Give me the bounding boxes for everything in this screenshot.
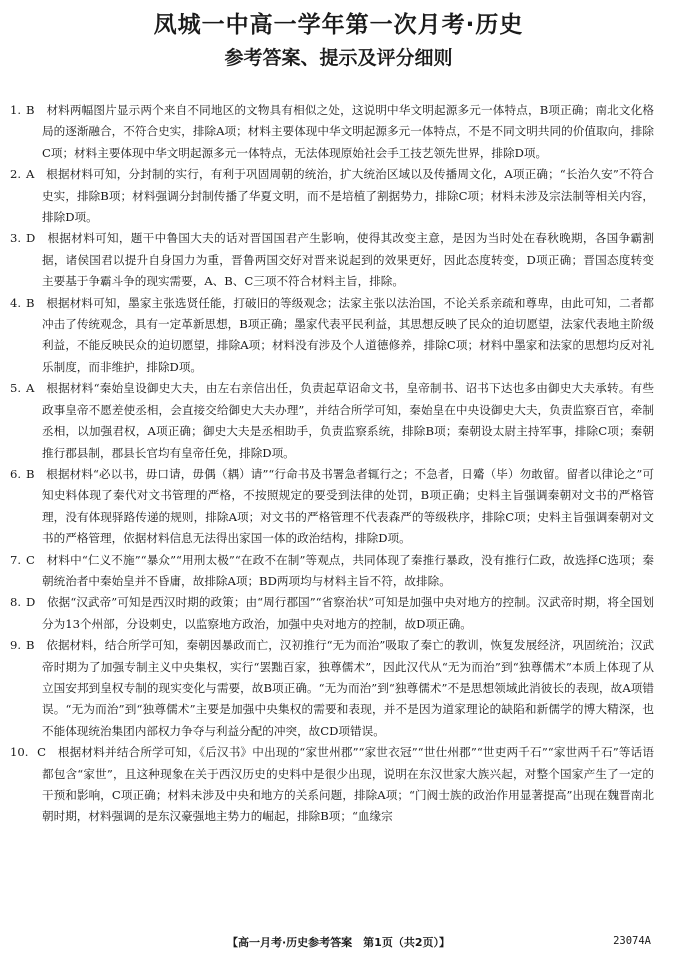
answer-choice: B (26, 638, 35, 653)
answer-choice: B (26, 466, 35, 481)
answer-choice: C (26, 552, 35, 567)
answer-item-8: 8. D 依据“汉武帝”可知是西汉时期的政策；由“周行郡国”“省察治状”可知是加强中央对地方的控制。汉武帝时期，将全国划分为13个州部，分设刺史，以监察地方政治，加强中央对地方的控制，故D项正确。 (10, 595, 654, 631)
answer-item-1: 1. B 材料两幅图片显示两个来自不同地区的文物具有相似之处，这说明中华文明起源多元一体特点，B项正确；南北文化格局的逐渐融合，不符合史实，排除A项；材料主要体现中华文明起源多元一体特点，不是不同文明共同的价值取向，排除C项；材料主要体现中华文明起源多元一体特点，无法体现原始社会手工技艺领先世界，排除D项。 (10, 103, 654, 160)
answer-item-10 (10, 742, 654, 828)
answer-explanation: 依据材料，结合所学可知，秦朝因暴政而亡，汉初推行“无为而治”吸取了秦亡的教训，恢复发展经济，巩固统治；汉武帝时期为了加强专制主义中央集权，实行“罢黜百家，独尊儒术”，因此汉代从“无为而治”到“独尊儒术”本质上体现了从立国安邦到皇权专制的现实变化与需要，故B项正确。“无为而治”到“独尊儒术”不是思想领域此消彼长的表现，故A项错误。“无为而治”到“独尊儒术”主要是加强中央集权的需要和表现，并不是因为道家理论的缺陷和新儒学的博大精深，也不能体现统治集团内部权力争夺与利益分配的冲突，故CD项错误。 (42, 638, 654, 738)
answer-explanation: 根据材料可知，题干中鲁国大夫的话对晋国国君产生影响，使得其改变主意，是因为当时处在春秋晚期，各国争霸割据，诸侯国君以提升自身国力为重，晋鲁两国交好对晋来说起到的效果更好，因此态度转变，D项正确；晋国态度转变主要基于争霸斗争的现实需要，A、B、C三项不符合材料主旨，排除。 (42, 231, 654, 289)
answer-item-2: 2. A 根据材料可知，分封制的实行，有利于巩固周朝的统治，扩大统治区域以及传播周文化，A项正确；“长治久安”不符合史实，排除B项；材料强调分封制传播了华夏文明，而不是培植了割据势力，排除C项；材料未涉及宗法制等相关内容，排除D项。 (10, 167, 654, 225)
answer-choice: A (26, 167, 35, 182)
answer-item-6: 6. B 根据材料“必以书，毋口请，毋偶（耦）请”“行命书及书署急者辄行之；不急者，日觱（毕）勿敢留。留者以律论之”可知史料体现了秦代对文书管理的严格，不按照规定的要受到法律的处罚，B项正确；史料主旨强调秦朝对文书的严格管理，没有体现驿路传递的规则，排除A项；对文书的严格管理不代表森严的等级秩序，排除C项；史料主旨强调秦朝对文书的严格管理，依据材料信息无法得出家国一体的政治结构，排除D项。 (10, 466, 654, 546)
page-title: 凤城一中高一学年第一次月考·历史 (153, 12, 524, 38)
answer-explanation: 材料两幅图片显示两个来自不同地区的文物具有相似之处，这说明中华文明起源多元一体特点，B项正确；南北文化格局的逐渐融合，不符合史实，排除A项；材料主要体现中华文明起源多元一体特点，不是不同文明共同的价值取向，排除C项；材料主要体现中华文明起源多元一体特点，无法体现原始社会手工技艺领先世界，排除D项。 (42, 103, 654, 160)
answer-item-3: 3. D 根据材料可知，题干中鲁国大夫的话对晋国国君产生影响，使得其改变主意，是因为当时处在春秋晚期，各国争霸割据，诸侯国君以提升自身国力为重，晋鲁两国交好对晋来说起到的效果更好，因此态度转变，D项正确；晋国态度转变主要基于争霸斗争的现实需要，A、B、C三项不符合材料主旨，排除。 (10, 231, 654, 289)
answer-item-5: 5. A 根据材料“秦始皇设御史大夫，由左右亲信出任，负责起草诏命文书，皇帝制书、诏书下达也多由御史大夫承转。有些政事皇帝不愿差使丞相，会直接交给御史大夫办理”，并结合所学可知，秦始皇在中央设御史大夫，负责监察百官，牵制丞相，以加强君权，A项正确；御史大夫是丞相助手，负责监察系统，排除B项；秦朝设太尉主持军事，排除C项；秦朝推行郡县制，郡县长官均有皇帝任免，排除D项。 (10, 381, 654, 460)
answer-choice: B (26, 295, 35, 310)
answer-explanation: 根据材料可知，分封制的实行，有利于巩固周朝的统治，扩大统治区域以及传播周文化，A项正确；“长治久安”不符合史实，排除B项；材料强调分封制传播了华夏文明，而不是培植了割据势力，排除C项；材料未涉及宗法制等相关内容，排除D项。 (42, 167, 654, 225)
answer-explanation: 根据材料“秦始皇设御史大夫，由左右亲信出任，负责起草诏命文书，皇帝制书、诏书下达也多由御史大夫承转。有些政事皇帝不愿差使丞相，会直接交给御史大夫办理”，并结合所学可知，秦始皇在中央设御史大夫，负责监察百官，牵制丞相，以加强君权，A项正确；御史大夫是丞相助手，负责监察系统，排除B项；秦朝设太尉主持军事，排除C项；秦朝推行郡县制，郡县长官均有皇帝任免，排除D项。 (42, 381, 654, 460)
answer-item-4: 4. B 根据材料可知，墨家主张选贤任能，打破旧的等级观念；法家主张以法治国，不论关系亲疏和尊卑，由此可知，二者都冲击了传统观念，具有一定革新思想，B项正确；墨家代表平民利益，其思想反映了民众的迫切愿望，法家代表地主阶级利益，不能反映民众的迫切愿望，排除A项；材料没有涉及个人道德修养，排除C项；材料中墨家和法家的思想均反对礼乐制度，而非维护，排除D项。 (10, 295, 654, 374)
answer-choice: D (26, 595, 36, 610)
answer-choice: D (26, 231, 36, 246)
answer-explanation: 材料中“仁义不施”“暴众”“用刑太极”“在政不在制”等观点，共同体现了秦推行暴政，没有推行仁政，故选择C选项；秦朝统治者中秦始皇并不昏庸，故排除A项；BD两项均与材料主旨不符，故排除。 (42, 552, 654, 588)
answer-list (10, 100, 654, 828)
answer-choice: B (26, 103, 35, 117)
answer-choice: C (37, 745, 46, 760)
answer-explanation: 根据材料并结合所学可知，《后汉书》中出现的“家世州郡”“家世衣冠”“世仕州郡”“世吏两千石”“家世两千石”等话语都包含“家世”，且这种现象在关于西汉历史的史料中是很少出现，说明在东汉世家大族兴起，对整个国家产生了一定的干预和影响，C项正确；材料未涉及中央和地方的关系问题，排除A项；“门阀士族的政治作用显著提高”出现在魏晋南北朝时期，材料强调的是东汉豪强地主势力的崛起，排除B项；“血缘宗 (42, 745, 654, 824)
footer-paper-code: 23074A (613, 935, 651, 947)
answer-number: 10. (10, 745, 29, 760)
answer-explanation: 依据“汉武帝”可知是西汉时期的政策；由“周行郡国”“省察治状”可知是加强中央对地方的控制。汉武帝时期，将全国划分为13个州部，分设刺史，以监察地方政治，加强中央对地方的控制，故D项正确。 (42, 595, 654, 631)
answer-item-9: 9. B 依据材料，结合所学可知，秦朝因暴政而亡，汉初推行“无为而治”吸取了秦亡的教训，恢复发展经济，巩固统治；汉武帝时期为了加强专制主义中央集权，实行“罢黜百家，独尊儒术”，因此汉代从“无为而治”到“独尊儒术”本质上体现了从立国安邦到皇权专制的现实变化与需要，故B项正确。“无为而治”到“独尊儒术”不是思想领域此消彼长的表现，故A项错误。“无为而治”到“独尊儒术”主要是加强中央集权的需要和表现，并不是因为道家理论的缺陷和新儒学的博大精深，也不能体现统治集团内部权力争夺与利益分配的冲突，故CD项错误。 (10, 638, 654, 738)
footer-page-label: 【高一月考·历史参考答案 第1页（共2页）】 (227, 936, 450, 949)
answer-explanation: 根据材料可知，墨家主张选贤任能，打破旧的等级观念；法家主张以法治国，不论关系亲疏和尊卑，由此可知，二者都冲击了传统观念，具有一定革新思想，B项正确；墨家代表平民利益，其思想反映了民众的迫切愿望，法家代表地主阶级利益，不能反映民众的迫切愿望，排除A项；材料没有涉及个人道德修养，排除C项；材料中墨家和法家的思想均反对礼乐制度，而非维护，排除D项。 (42, 295, 654, 374)
page-subtitle: 参考答案、提示及评分细则 (224, 47, 453, 69)
page-footer (0, 934, 677, 954)
answer-choice: A (26, 381, 35, 396)
answer-item-7: 7. C 材料中“仁义不施”“暴众”“用刑太极”“在政不在制”等观点，共同体现了秦推行暴政，没有推行仁政，故选择C选项；秦朝统治者中秦始皇并不昏庸，故排除A项；BD两项均与材料主旨不符，故排除。 (10, 552, 654, 588)
answer-explanation: 根据材料“必以书，毋口请，毋偶（耦）请”“行命书及书署急者辄行之；不急者，日觱（毕）勿敢留。留者以律论之”可知史料体现了秦代对文书管理的严格，不按照规定的要受到法律的处罚，B项正确；史料主旨强调秦朝对文书的严格管理，没有体现驿路传递的规则，排除A项；对文书的严格管理不代表森严的等级秩序，排除C项；史料主旨强调秦朝对文书的严格管理，依据材料信息无法得出家国一体的政治结构，排除D项。 (42, 466, 654, 546)
